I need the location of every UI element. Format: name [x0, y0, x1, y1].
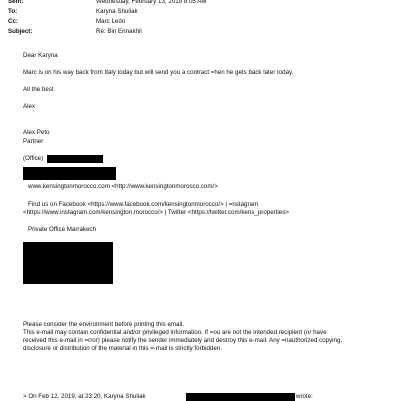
sender-short: Alex	[23, 103, 36, 110]
quoted-prefix: > On Feb 12, 2019, at 23:20, Karyna Shuliak	[23, 393, 146, 400]
subject-value: Re: Bin Ennakhil	[96, 28, 142, 35]
signature-name: Alex Peto	[23, 129, 50, 136]
greeting: Dear Karyna	[23, 52, 58, 59]
office-name: Private Office Marrakech	[28, 226, 96, 233]
signature-title: Partner	[23, 138, 44, 145]
sent-label: Sent:	[8, 0, 24, 5]
to-value: Karyna Shuliak	[96, 8, 138, 15]
cc-label: Cc:	[8, 18, 18, 25]
subject-label: Subject:	[8, 28, 33, 35]
office-label: (Office)	[23, 155, 44, 162]
cc-value: Marc León	[96, 18, 126, 25]
disclaimer-line-1: Please consider the environment before printing this email.	[23, 321, 184, 328]
social-line-1[interactable]: Find us on Facebook <https://www.facebook.com/kensingtonmorocco/> | =nstagram	[28, 201, 259, 208]
disclaimer-line-3: received this e-mail in =rror) please notify the sender immediately and destroy this e-mail. Any =nauthorized copying,	[23, 337, 343, 344]
redacted-phone	[47, 155, 103, 163]
body-line: Marc is on his way back from Italy today but will send you a contract =hen he gets back later today.	[23, 69, 294, 76]
sent-value: Wednesday, February 13, 2019 8:05 AM	[96, 0, 207, 5]
redacted-logo	[23, 242, 113, 284]
social-line-2[interactable]: <https://www.instagram.com/kensington.morocco/> | Twitter <https://twitter.com/kens_properties>	[23, 209, 289, 216]
disclaimer-line-2: This e-mail may contain confidential and/or privileged information. If =ou are not the intended recipient (or have	[23, 329, 327, 336]
website-link[interactable]: www.kensingtonmorocco.com <http://www.kensingtonmorocco.com/>	[28, 183, 218, 190]
quoted-suffix: wrote:	[296, 393, 313, 400]
signoff: All the best	[23, 86, 54, 93]
redacted-block	[23, 167, 116, 180]
disclaimer-line-4: disclosure or distribution of the material in this =-mail is strictly forbidden.	[23, 345, 222, 352]
to-label: To:	[8, 8, 18, 15]
